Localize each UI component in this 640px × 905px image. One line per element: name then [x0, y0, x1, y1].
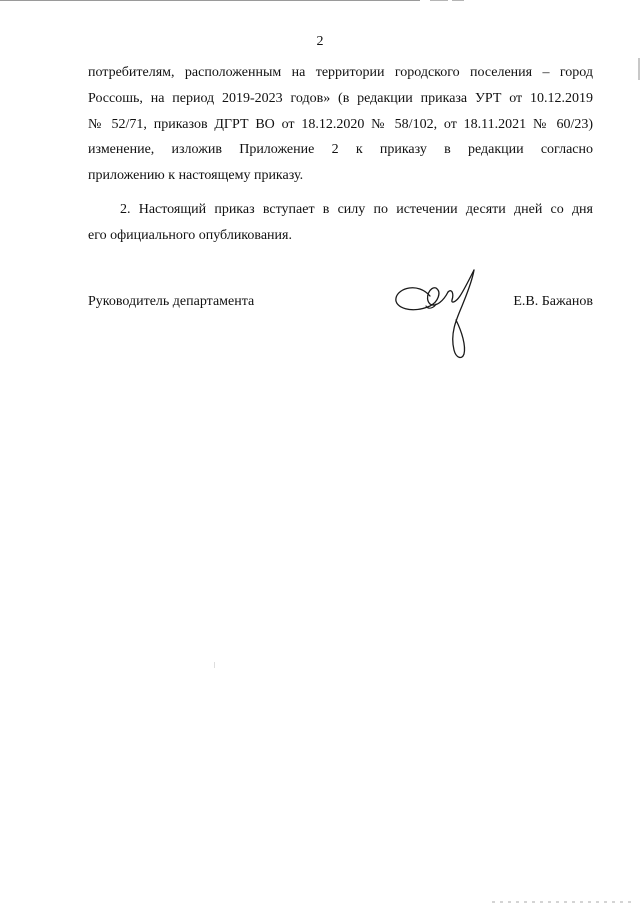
signature-stroke [396, 288, 448, 310]
signatory-position: Руководитель департамента [88, 294, 255, 309]
signatory-name: Е.В. Бажанов [513, 294, 593, 309]
text-line: приложению к настоящему приказу. [88, 168, 304, 184]
scan-edge-dash [430, 0, 448, 1]
scan-speck [214, 662, 215, 668]
signature-block [88, 292, 593, 312]
scan-edge-dots [492, 901, 632, 903]
text-line: № 52/71, приказов ДГРТ ВО от 18.12.2020 № 58/102, от 18.11.2021 № 60/23) [88, 116, 593, 132]
text-line: Россошь, на период 2019-2023 годов» (в редакции приказа УРТ от 10.12.2019 [88, 90, 593, 106]
paragraph-amendment [88, 60, 593, 189]
text-line: потребителям, расположенным на территории городского поселения – город [88, 65, 593, 80]
document-body [88, 60, 593, 249]
scan-edge-line [0, 0, 420, 1]
text-line: изменение, изложив Приложение 2 к приказу в редакции согласно [88, 142, 593, 158]
page-number: 2 [316, 34, 324, 49]
scan-edge-dash [452, 0, 464, 1]
signature-stroke [453, 270, 474, 357]
paragraph-effective-date [88, 197, 593, 249]
text-line: 2. Настоящий приказ вступает в силу по истечении десяти дней со дня [120, 201, 593, 217]
text-line: его официального опубликования. [88, 227, 292, 243]
handwritten-signature [390, 262, 490, 362]
